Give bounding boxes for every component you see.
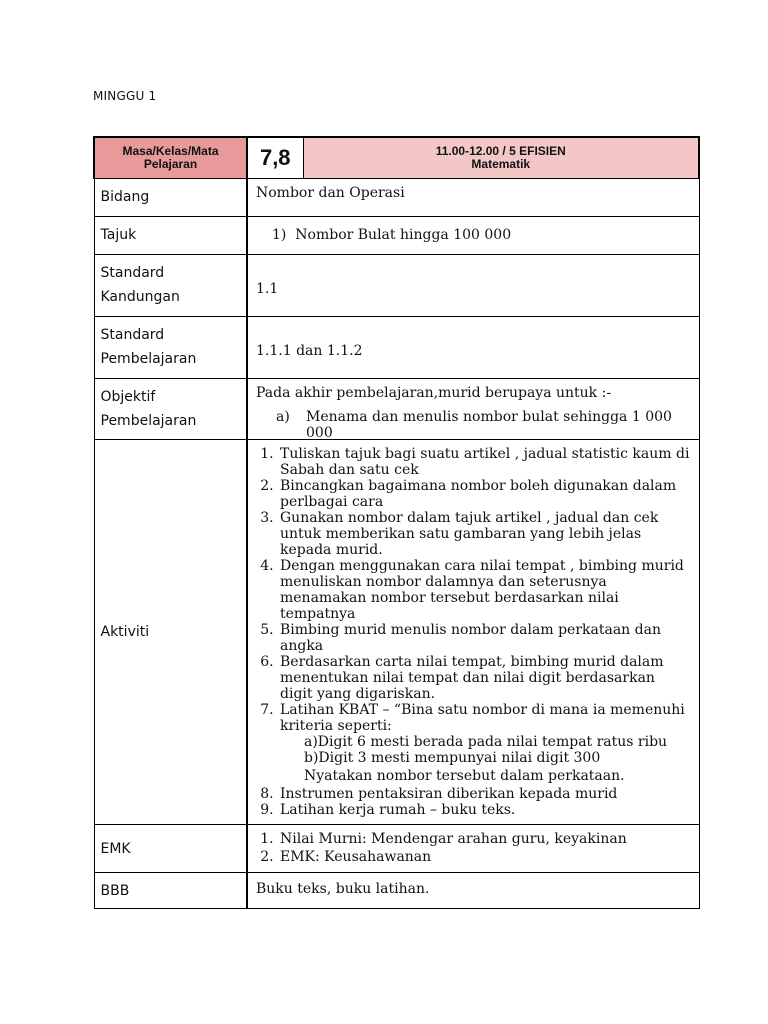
standard-pembelajaran-label: [94, 317, 247, 379]
tajuk-number: 1): [272, 227, 287, 243]
class-number: 7,8: [259, 145, 291, 170]
aktiviti-item-4: 4. Dengan menggunakan cara nilai tempat , bimbing murid menuliskan nombor dalamnya dan seterusnya menamakan nombor tersebut berdasarkan nilai tempatnya: [278, 558, 691, 622]
aktiviti-item-6: 6. Berdasarkan carta nilai tempat, bimbing murid dalam menentukan nilai tempat dan nilai digit berdasarkan digit yang digariskan.: [278, 654, 691, 702]
aktiviti-item-1: 1. Tuliskan tajuk bagi suatu artikel , jadual statistic kaum di Sabah dan satu cek: [278, 446, 691, 478]
aktiviti-list: [256, 446, 691, 818]
bidang-value: Nombor dan Operasi: [247, 179, 699, 217]
tajuk-row: [94, 217, 699, 255]
aktiviti-item-9: 9. Latihan kerja rumah – buku teks.: [278, 802, 691, 818]
aktiviti-item-7-text: Latihan KBAT – “Bina satu nombor di mana ia memenuhi kriteria seperti:: [280, 702, 685, 734]
standard-pembelajaran-label-line1: Standard: [100, 327, 165, 343]
objektif-item: [256, 409, 691, 441]
aktiviti-item-2: 2. Bincangkan bagaimana nombor boleh digunakan dalam perlbagai cara: [278, 478, 691, 510]
time-subject-cell: [303, 137, 699, 179]
aktiviti-label: Aktiviti: [94, 440, 247, 825]
bbb-row: [94, 873, 699, 909]
standard-pembelajaran-value: 1.1.1 dan 1.1.2: [247, 317, 699, 379]
emk-item-2: 2. EMK: Keusahawanan: [278, 849, 691, 865]
week-heading: MINGGU 1: [93, 89, 157, 103]
bbb-value: Buku teks, buku latihan.: [247, 873, 699, 909]
aktiviti-item-5: 5. Bimbing murid menulis nombor dalam perkataan dan angka: [278, 622, 691, 654]
aktiviti-item-8: 8. Instrumen pentaksiran diberikan kepada murid: [278, 786, 691, 802]
header-row: [94, 137, 699, 179]
tajuk-label: Tajuk: [94, 217, 247, 255]
standard-pembelajaran-label-line2: Pembelajaran: [100, 351, 197, 367]
bidang-row: [94, 179, 699, 217]
header-label-cell: [94, 137, 247, 179]
objektif-value-cell: [247, 379, 699, 440]
aktiviti-item-3: 3. Gunakan nombor dalam tajuk artikel , jadual dan cek untuk memberikan satu gambaran yang lebih jelas kepada murid.: [278, 510, 691, 558]
emk-value-cell: [247, 825, 699, 873]
emk-row: [94, 825, 699, 873]
objektif-intro: Pada akhir pembelajaran,murid berupaya untuk :-: [256, 385, 612, 401]
objektif-row: [94, 379, 699, 440]
aktiviti-row: [94, 440, 699, 825]
aktiviti-item-7: [278, 702, 691, 784]
header-label: Masa/Kelas/Mata Pelajaran: [122, 144, 219, 171]
emk-list: [256, 831, 691, 865]
lesson-plan-table: [93, 136, 700, 909]
time-class: 11.00-12.00 / 5 EFISIEN: [435, 144, 566, 158]
standard-kandungan-row: [94, 255, 699, 317]
emk-item-1: 1. Nilai Murni: Mendengar arahan guru, keyakinan: [278, 831, 691, 847]
standard-kandungan-value: 1.1: [247, 255, 699, 317]
emk-label: EMK: [94, 825, 247, 873]
objektif-label-line2: Pembelajaran: [100, 413, 197, 429]
class-cell: [247, 137, 303, 179]
kbat-criteria-a: a)Digit 6 mesti berada pada nilai tempat ratus ribu: [304, 734, 668, 750]
aktiviti-value-cell: [247, 440, 699, 825]
tajuk-value: Nombor Bulat hingga 100 000: [295, 227, 512, 243]
subject-name: Matematik: [471, 157, 531, 171]
kbat-instruction: Nyatakan nombor tersebut dalam perkataan.: [304, 768, 625, 784]
standard-kandungan-label-line1: Standard: [100, 265, 165, 281]
standard-pembelajaran-row: [94, 317, 699, 379]
kbat-criteria-b: b)Digit 3 mesti mempunyai nilai digit 300: [304, 750, 601, 766]
objektif-label-line1: Objektif: [100, 389, 156, 405]
objektif-item-letter: a): [276, 409, 290, 425]
bbb-label: BBB: [94, 873, 247, 909]
bidang-label: Bidang: [94, 179, 247, 217]
tajuk-value-cell: [247, 217, 699, 255]
objektif-item-text: Menama dan menulis nombor bulat sehingga 1 000 000: [306, 409, 672, 441]
standard-kandungan-label: [94, 255, 247, 317]
objektif-label: [94, 379, 247, 440]
standard-kandungan-label-line2: Kandungan: [100, 289, 180, 305]
